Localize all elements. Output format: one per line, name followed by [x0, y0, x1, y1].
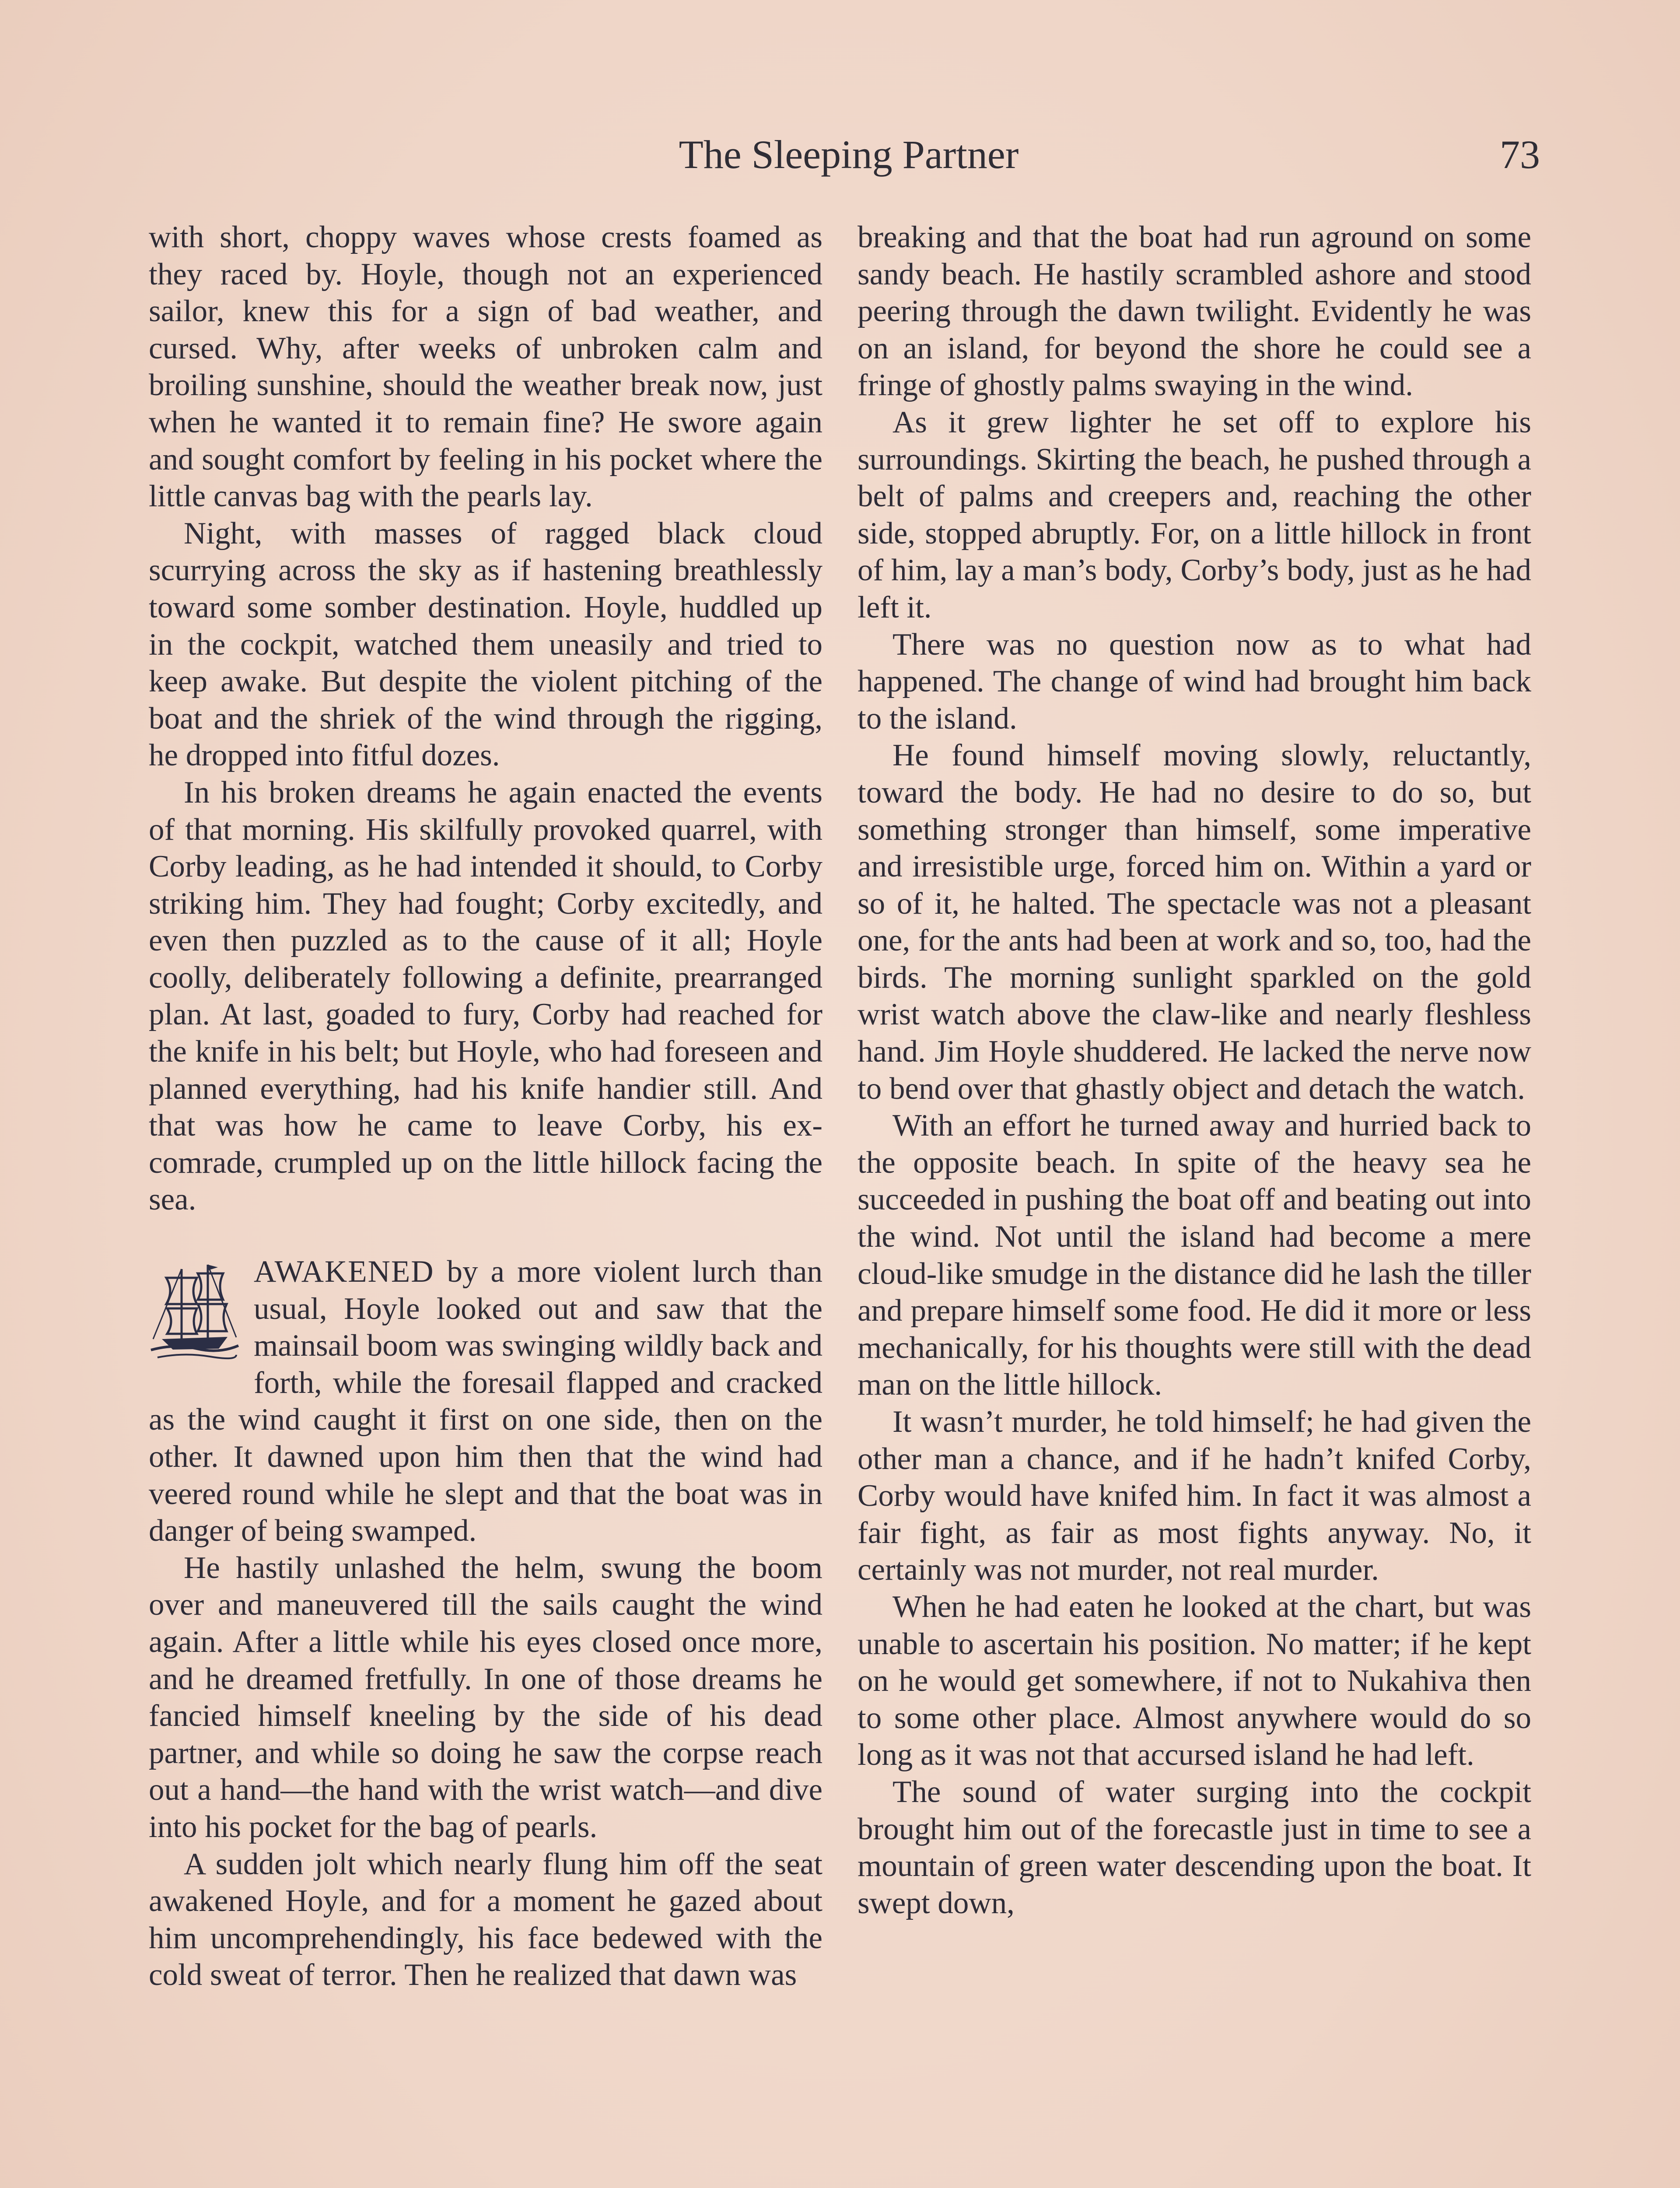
paragraph: There was no question now as to what had happened. The change of wind had brought him back to the island.: [858, 627, 1531, 736]
section-paragraph: [149, 1253, 822, 1550]
paragraph: breaking and that the boat had run aground on some sandy beach. He hastily scrambled ashore and stood peering through the dawn twilight. Evidently he was on an island, for beyond the shore he could see a fringe of ghostly palms swaying in the wind.: [858, 220, 1531, 403]
section-opening: [149, 1253, 822, 1550]
right-column: [858, 219, 1531, 1922]
section-paragraph-text: by a more violent lurch than usual, Hoyle looked out and saw that the mainsail boom was swinging wildly back and forth, while the foresail flapped and cracked as the wind caught it first on one side, then on the other. It dawned upon him then that the wind had veered round while he slept and that the boat was in danger of being swamped.: [149, 1255, 822, 1548]
left-column: [149, 219, 822, 1994]
running-title: The Sleeping Partner: [679, 132, 1019, 177]
paragraph: In his broken dreams he again enacted the events of that morning. His skilfully provoked quarrel, with Corby leading, as he had intended it should, to Corby striking him. They had fought; Corby excitedly, and even then puzzled as to the cause of it all; Hoyle coolly, deliberately following a definite, prearranged plan. At last, goaded to fury, Corby had reached for the knife in his belt; but Hoyle, who had foreseen and planned everything, had his knife handier still. And that was how he came to leave Corby, his ex-comrade, crumpled up on the little hillock facing the sea.: [149, 775, 822, 1217]
paragraph: The sound of water surging into the cockpit brought him out of the forecastle just in time to see a mountain of green water descending upon the boat. It swept down,: [858, 1774, 1531, 1920]
page-number: 73: [1500, 132, 1540, 177]
sailing-ship-icon: [149, 1256, 241, 1365]
paragraph: He found himself moving slowly, reluctantly, toward the body. He had no desire to do so, but something stronger than himself, some imperative and irresistible urge, forced him on. Within a yard or so of it, he halted. The spectacle was not a pleasant one, for the ants had been at work and so, too, had the birds. The morning sunlight sparkled on the gold wrist watch above the claw-like and nearly fleshless hand. Jim Hoyle shuddered. He lacked the nerve now to bend over that ghastly object and detach the watch.: [858, 738, 1531, 1106]
paragraph: He hastily unlashed the helm, swung the boom over and maneuvered till the sails caught the wind again. After a little while his eyes closed once more, and he dreamed fretfully. In one of those dreams he fancied himself kneeling by the side of his dead partner, and while so doing he saw the corpse reach out a hand—the hand with the wrist watch—and dive into his pocket for the bag of pearls.: [149, 1550, 822, 1844]
paragraph: When he had eaten he looked at the chart, but was unable to ascertain his position. No matter; if he kept on he would get somewhere, if not to Nukahiva then to some other place. Almost anywhere would do so long as it was not that accursed island he had left.: [858, 1589, 1531, 1772]
paragraph: It wasn’t murder, he told himself; he had given the other man a chance, and if he hadn’t knifed Corby, Corby would have knifed him. In fact it was almost a fair fight, as fair as most fights anyway. No, it certainly was not murder, not real murder.: [858, 1405, 1531, 1587]
paragraph: Night, with masses of ragged black cloud scurrying across the sky as if hastening breathlessly toward some somber destination. Hoyle, huddled up in the cockpit, watched them uneasily and tried to keep awake. But despite the violent pitching of the boat and the shriek of the wind through the rigging, he dropped into fitful dozes.: [149, 516, 822, 773]
paragraph: As it grew lighter he set off to explore his surroundings. Skirting the beach, he pushed through a belt of palms and creepers and, reaching the other side, stopped abruptly. For, on a little hillock in front of him, lay a man’s body, Corby’s body, just as he had left it.: [858, 405, 1531, 624]
paragraph: with short, choppy waves whose crests foamed as they raced by. Hoyle, though not an experienced sailor, knew this for a sign of bad weather, and cursed. Why, after weeks of unbroken calm and broiling sunshine, should the weather break now, just when he wanted it to remain fine? He swore again and sought comfort by feeling in his pocket where the little canvas bag with the pearls lay.: [149, 220, 822, 514]
paragraph: With an effort he turned away and hurried back to the opposite beach. In spite of the heavy sea he succeeded in pushing the boat off and beating out into the wind. Not until the island had become a mere cloud-like smudge in the distance did he lash the tiller and prepare himself some food. He did it more or less mechanically, for his thoughts were still with the dead man on the little hillock.: [858, 1108, 1531, 1402]
paragraph: A sudden jolt which nearly flung him off the seat awakened Hoyle, and for a moment he gazed about him uncomprehendingly, his face bedewed with the cold sweat of terror. Then he realized that dawn was: [149, 1847, 822, 1992]
section-lead-word: AWAKENED: [254, 1255, 434, 1289]
section-break: [149, 1218, 822, 1253]
